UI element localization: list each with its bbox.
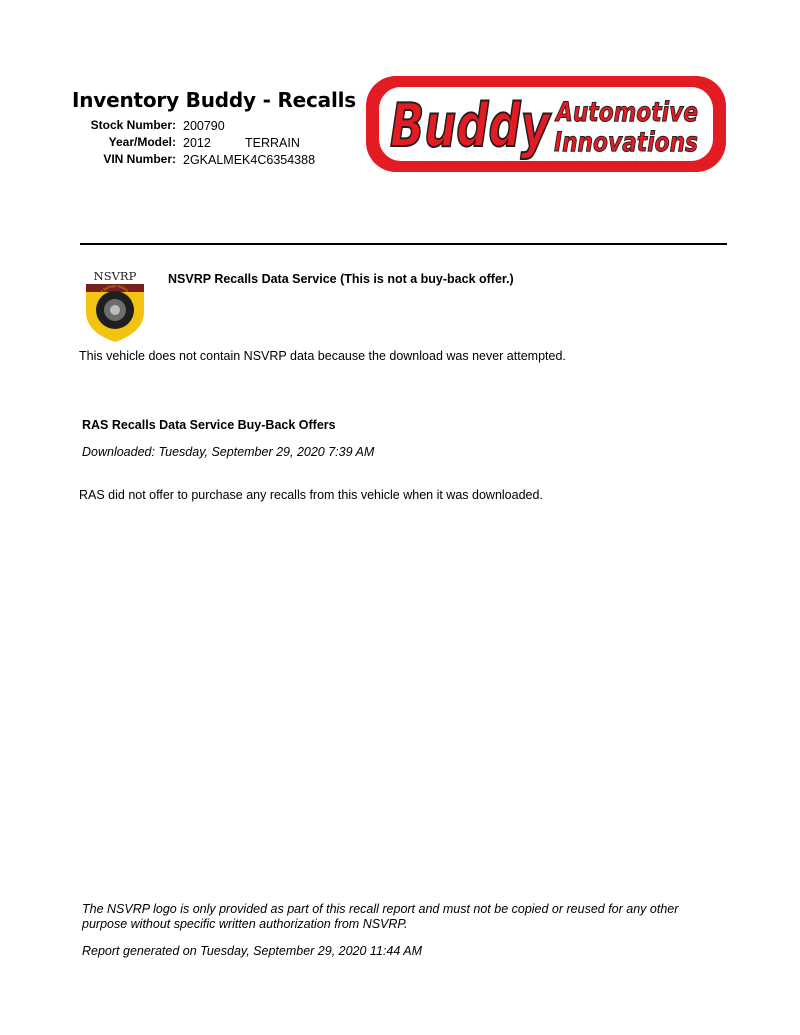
ras-message: RAS did not offer to purchase any recalls from this vehicle when it was downloaded. [79,488,543,502]
vin-number-label: VIN Number: [103,152,176,166]
nsvrp-heading: NSVRP Recalls Data Service (This is not a buy-back offer.) [168,272,514,286]
vin-number-value: 2GKALMEK4C6354388 [183,153,316,167]
ras-downloaded-date: Downloaded: Tuesday, September 29, 2020 7:39 AM [82,445,375,459]
header-divider [80,243,727,245]
stock-number-label: Stock Number: [90,118,176,132]
year-model-label: Year/Model: [108,135,176,149]
nsvrp-wheel-center [110,305,120,315]
buddy-automotive-innovations-logo [364,72,728,176]
nsvrp-logo-text: NSVRP [93,269,137,283]
logo-word-innovations: Innovations [554,127,698,158]
ras-heading: RAS Recalls Data Service Buy-Back Offers [82,418,336,432]
logo-word-buddy: Buddy [390,91,553,161]
stock-number-value: 200790 [183,119,225,133]
report-generated-date: Report generated on Tuesday, September 29, 2020 11:44 AM [82,944,423,958]
nsvrp-ring-text: National Salvage Vehicle Report [94,283,135,305]
logo-word-automotive: Automotive [554,97,698,128]
nsvrp-logo-disclaimer: The NSVRP logo is only provided as part of this recall report and must not be copied or reused for any other purpose without specific written authorization from NSVRP. [82,902,679,931]
model-value: TERRAIN [245,136,300,150]
nsvrp-message: This vehicle does not contain NSVRP data because the download was never attempted. [79,349,566,363]
year-value: 2012 [183,136,211,150]
report-title: Inventory Buddy - Recalls [72,88,356,112]
nsvrp-logo [84,268,146,344]
